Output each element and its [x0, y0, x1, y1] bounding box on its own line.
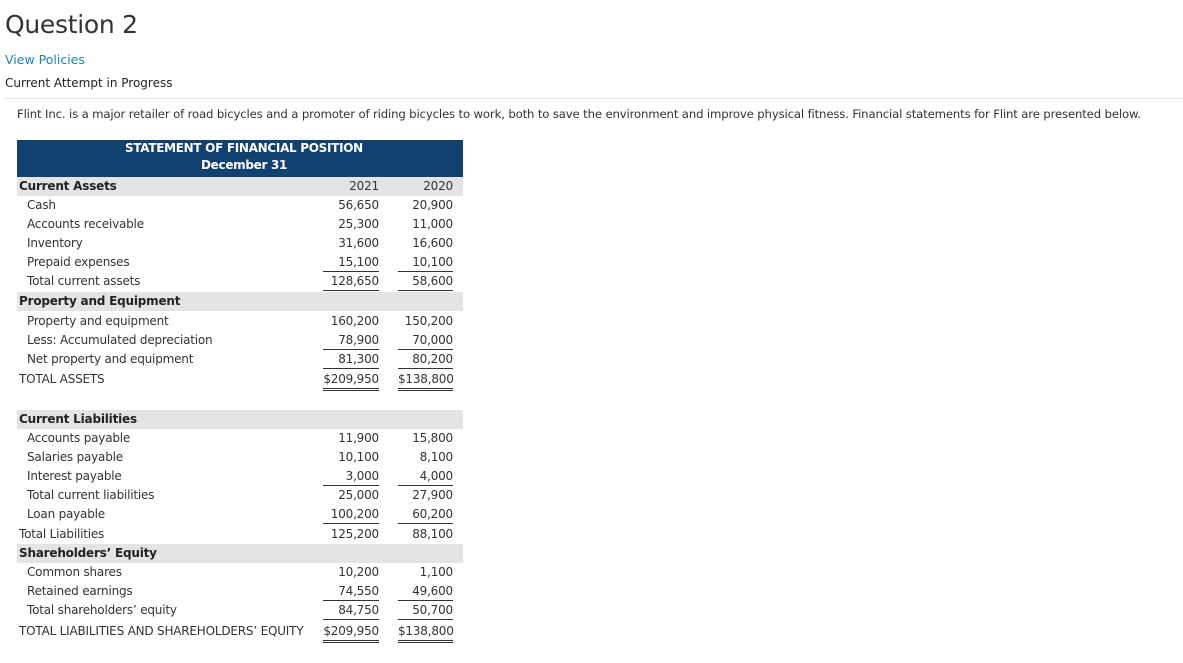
statement-date: December 31	[201, 158, 288, 172]
row-label: TOTAL LIABILITIES AND SHAREHOLDERS’ EQUITY	[19, 624, 304, 638]
value-2020: 8,100	[419, 450, 453, 464]
row-label: Common shares	[27, 565, 122, 579]
table-row	[17, 563, 463, 582]
row-label: Total Liabilities	[19, 527, 105, 541]
value-2021: 15,100	[323, 254, 379, 272]
question-title: Question 2	[5, 10, 138, 39]
value-2021: 160,200	[330, 314, 379, 328]
statement-header	[17, 140, 463, 178]
table-row	[17, 505, 463, 524]
table-row	[17, 601, 463, 620]
row-label: Accounts receivable	[27, 217, 144, 231]
value-2020: $138,800	[398, 371, 453, 391]
value-2021: 128,650	[323, 273, 379, 291]
row-label: Retained earnings	[27, 584, 133, 598]
table-row	[17, 582, 463, 601]
value-2021: 74,550	[323, 583, 379, 601]
row-label: Inventory	[27, 236, 83, 250]
value-2020: 10,100	[398, 254, 453, 272]
table-row	[17, 234, 463, 253]
table-row	[17, 429, 463, 448]
value-2020: 80,200	[398, 351, 453, 369]
section-header-row	[17, 410, 463, 429]
value-2021: 84,750	[323, 602, 379, 620]
value-2021: 125,200	[330, 527, 379, 541]
value-2021: 25,300	[338, 217, 379, 231]
statement-title: STATEMENT OF FINANCIAL POSITION	[125, 141, 363, 155]
value-2020: 60,200	[398, 506, 453, 524]
value-2020: 15,800	[412, 431, 453, 445]
total-row	[17, 525, 463, 544]
value-2021: 3,000	[323, 468, 379, 486]
value-2020: 1,100	[419, 565, 453, 579]
row-label: Current Liabilities	[19, 412, 137, 426]
value-2020: 16,600	[412, 236, 453, 250]
value-2021: 56,650	[338, 198, 379, 212]
section-header-row	[17, 177, 463, 196]
value-2021: 78,900	[323, 332, 379, 350]
row-label: Interest payable	[27, 469, 122, 483]
value-2020: $138,800	[398, 623, 453, 643]
value-2021: 25,000	[338, 488, 379, 502]
value-2020: 150,200	[404, 314, 453, 328]
value-2020: 70,000	[398, 332, 453, 350]
row-label: Less: Accumulated depreciation	[27, 333, 213, 347]
row-label: Prepaid expenses	[27, 255, 130, 269]
row-label: Net property and equipment	[27, 352, 194, 366]
section-header-row	[17, 544, 463, 563]
row-label: Cash	[27, 198, 56, 212]
table-row	[17, 312, 463, 331]
row-label: Property and equipment	[27, 314, 169, 328]
value-2020: 11,000	[412, 217, 453, 231]
value-2020: 58,600	[398, 273, 453, 291]
value-2021: 11,900	[338, 431, 379, 445]
value-2020: 50,700	[398, 602, 453, 620]
table-row	[17, 253, 463, 272]
value-2021: 100,200	[323, 506, 379, 524]
total-row	[17, 622, 463, 641]
question-intro: Flint Inc. is a major retailer of road bicycles and a promoter of riding bicycles to work, both to save the environment and improve physical fitness. Financial statements for Flint are presented below.	[17, 107, 1141, 121]
divider	[4, 98, 1183, 99]
table-row	[17, 350, 463, 369]
row-label: Property and Equipment	[19, 294, 181, 308]
value-2020: 4,000	[398, 468, 453, 486]
table-row	[17, 215, 463, 234]
value-2021: 10,200	[338, 565, 379, 579]
table-row	[17, 486, 463, 505]
value-2020: 20,900	[412, 198, 453, 212]
year-2021-header: 2021	[349, 179, 379, 193]
value-2020: 88,100	[412, 527, 453, 541]
table-row	[17, 331, 463, 350]
value-2020: 49,600	[398, 583, 453, 601]
total-row	[17, 370, 463, 389]
value-2021: $209,950	[323, 623, 379, 643]
value-2021: 10,100	[338, 450, 379, 464]
section-header-row	[17, 292, 463, 311]
row-label: Total current assets	[27, 274, 141, 288]
row-label: Total current liabilities	[27, 488, 155, 502]
row-label: Salaries payable	[27, 450, 123, 464]
attempt-status: Current Attempt in Progress	[5, 76, 173, 90]
value-2021: $209,950	[323, 371, 379, 391]
value-2020: 27,900	[412, 488, 453, 502]
year-2020-header: 2020	[423, 179, 453, 193]
table-row	[17, 467, 463, 486]
table-row	[17, 272, 463, 291]
row-label: TOTAL ASSETS	[19, 372, 105, 386]
financial-statement-table	[17, 140, 463, 638]
value-2021: 81,300	[323, 351, 379, 369]
view-policies-link[interactable]: View Policies	[5, 52, 85, 67]
table-row	[17, 196, 463, 215]
row-label: Total shareholders’ equity	[27, 603, 177, 617]
table-row	[17, 448, 463, 467]
row-label: Current Assets	[19, 179, 117, 193]
value-2021: 31,600	[338, 236, 379, 250]
row-label: Accounts payable	[27, 431, 131, 445]
row-label: Shareholders’ Equity	[19, 546, 157, 560]
row-label: Loan payable	[27, 507, 105, 521]
